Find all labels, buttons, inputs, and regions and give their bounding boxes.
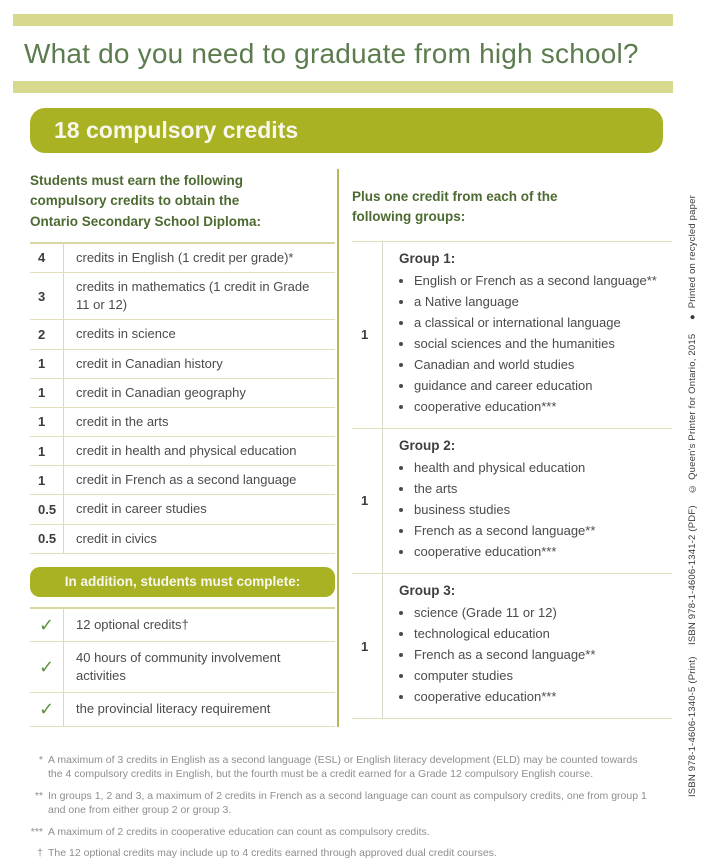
group-item: • French as a second language** <box>414 520 668 541</box>
group-item: • cooperative education*** <box>414 396 668 417</box>
credit-quantity: 1 <box>30 408 64 436</box>
group-body <box>382 574 672 718</box>
group-item-list <box>399 270 668 417</box>
table-row <box>30 466 335 495</box>
group-item: • Canadian and world studies <box>414 354 668 375</box>
check-cell <box>30 609 64 641</box>
checklist-row <box>30 609 335 642</box>
addition-banner-label: In addition, students must complete: <box>64 573 301 589</box>
group-item: • cooperative education*** <box>414 686 668 707</box>
checklist-row <box>30 642 335 693</box>
table-row <box>30 379 335 408</box>
credit-label: credit in the arts <box>76 413 169 429</box>
credit-label: credit in Canadian geography <box>76 384 246 400</box>
footnote-marker: ** <box>34 789 43 802</box>
left-column <box>30 169 335 727</box>
checklist-row <box>30 693 335 726</box>
footnote <box>26 846 653 860</box>
group-item-list <box>399 457 668 562</box>
groups-table <box>352 241 672 720</box>
check-icon: ✓ <box>38 657 55 678</box>
left-column-heading: Students must earn the following compulsory credits to obtain the Ontario Secondary School Diploma: <box>30 173 262 229</box>
group-quantity: 1 <box>361 638 369 654</box>
credit-quantity: 1 <box>30 350 64 378</box>
document-page <box>0 14 701 859</box>
isbn-vertical-text: ISBN 978-1-4606-1340-5 (Print) ISBN 978-1-4606-1341-2 (PDF) © Queen's Printer for Ontario, 2015 ● Printed on recycled paper <box>687 194 698 797</box>
group-item-list <box>399 602 668 707</box>
group-item: • science (Grade 11 or 12) <box>414 602 668 623</box>
footnote-marker: * <box>38 753 43 766</box>
group-item: • a Native language <box>414 291 668 312</box>
credit-label: credit in health and physical education <box>76 443 297 459</box>
group-body <box>382 429 672 573</box>
group-body <box>382 242 672 428</box>
credit-label: credits in mathematics (1 credit in Grade 11 or 12) <box>76 278 310 313</box>
table-row <box>30 244 335 273</box>
credit-label: credits in science <box>76 326 176 342</box>
check-icon: ✓ <box>38 699 55 720</box>
footnote-text: A maximum of 3 credits in English as a second language (ESL) or English literacy development (ELD) may be counted towards the 4 compulsory credits in English, but the fourth must be a credit earned for a Grade 12 compulsory English course. <box>48 753 638 781</box>
table-row <box>30 525 335 554</box>
footnote <box>26 753 653 782</box>
group-item: • social sciences and the humanities <box>414 333 668 354</box>
compulsory-credits-banner-label: 18 compulsory credits <box>54 117 299 143</box>
group-item: • French as a second language** <box>414 644 668 665</box>
footnotes <box>26 753 653 860</box>
right-column-heading: Plus one credit from each of the following groups: <box>352 189 558 225</box>
credit-quantity: 1 <box>30 379 64 407</box>
compulsory-credits-banner <box>30 108 663 153</box>
content-columns <box>30 169 685 727</box>
credit-label: credits in English (1 credit per grade)* <box>76 249 294 265</box>
check-cell <box>30 693 64 725</box>
group-item: • computer studies <box>414 665 668 686</box>
footnote <box>26 789 653 818</box>
table-row <box>30 320 335 349</box>
credits-table <box>30 242 335 554</box>
column-divider <box>337 169 339 727</box>
table-row <box>30 273 335 320</box>
group-item: • a classical or international language <box>414 312 668 333</box>
footnote-marker: † <box>37 846 43 859</box>
group-item: • the arts <box>414 478 668 499</box>
checklist-label: 40 hours of community involvement activities <box>76 650 281 684</box>
group-quantity: 1 <box>361 327 369 343</box>
group-quantity: 1 <box>361 493 369 509</box>
footnote-text: The 12 optional credits may include up to 4 credits earned through approved dual credit courses. <box>48 846 497 859</box>
table-row <box>30 495 335 524</box>
table-row <box>30 350 335 379</box>
credit-quantity: 0.5 <box>30 495 64 523</box>
top-accent-bar <box>13 14 673 26</box>
checklist-table <box>30 607 335 727</box>
credit-label: credit in career studies <box>76 501 207 517</box>
check-icon: ✓ <box>38 614 55 635</box>
credit-label: credit in Canadian history <box>76 355 223 371</box>
group-title: Group 3: <box>399 583 456 599</box>
group-item: • business studies <box>414 499 668 520</box>
group-row <box>352 242 672 429</box>
group-title: Group 2: <box>399 437 456 453</box>
credit-quantity: 0.5 <box>30 525 64 553</box>
footnote-text: In groups 1, 2 and 3, a maximum of 2 credits in French as a second language can count as compulsory credits, one from group 1 and one from either group 2 or group 3. <box>48 789 647 817</box>
checklist-label: the provincial literacy requirement <box>76 701 271 717</box>
credit-label: credit in French as a second language <box>76 472 297 488</box>
group-row <box>352 574 672 719</box>
table-row <box>30 437 335 466</box>
addition-banner <box>30 567 335 597</box>
group-item: • technological education <box>414 623 668 644</box>
checklist-label: 12 optional credits† <box>76 616 189 632</box>
credit-quantity: 4 <box>30 244 64 272</box>
group-item: • English or French as a second language** <box>414 270 668 291</box>
group-item: • cooperative education*** <box>414 541 668 562</box>
title-underline-bar <box>13 81 673 93</box>
page-title: What do you need to graduate from high school? <box>24 38 639 69</box>
footnote <box>26 825 653 839</box>
group-item: • health and physical education <box>414 457 668 478</box>
check-cell <box>30 642 64 692</box>
credit-quantity: 1 <box>30 437 64 465</box>
footnote-text: A maximum of 2 credits in cooperative education can count as compulsory credits. <box>48 825 430 838</box>
credit-label: credit in civics <box>76 530 157 546</box>
table-row <box>30 408 335 437</box>
group-title: Group 1: <box>399 250 456 266</box>
group-item: • guidance and career education <box>414 375 668 396</box>
credit-quantity: 1 <box>30 466 64 494</box>
credit-quantity: 2 <box>30 320 64 348</box>
credit-quantity: 3 <box>30 273 64 319</box>
group-row <box>352 429 672 574</box>
right-column <box>352 169 672 727</box>
footnote-marker: *** <box>30 825 43 838</box>
